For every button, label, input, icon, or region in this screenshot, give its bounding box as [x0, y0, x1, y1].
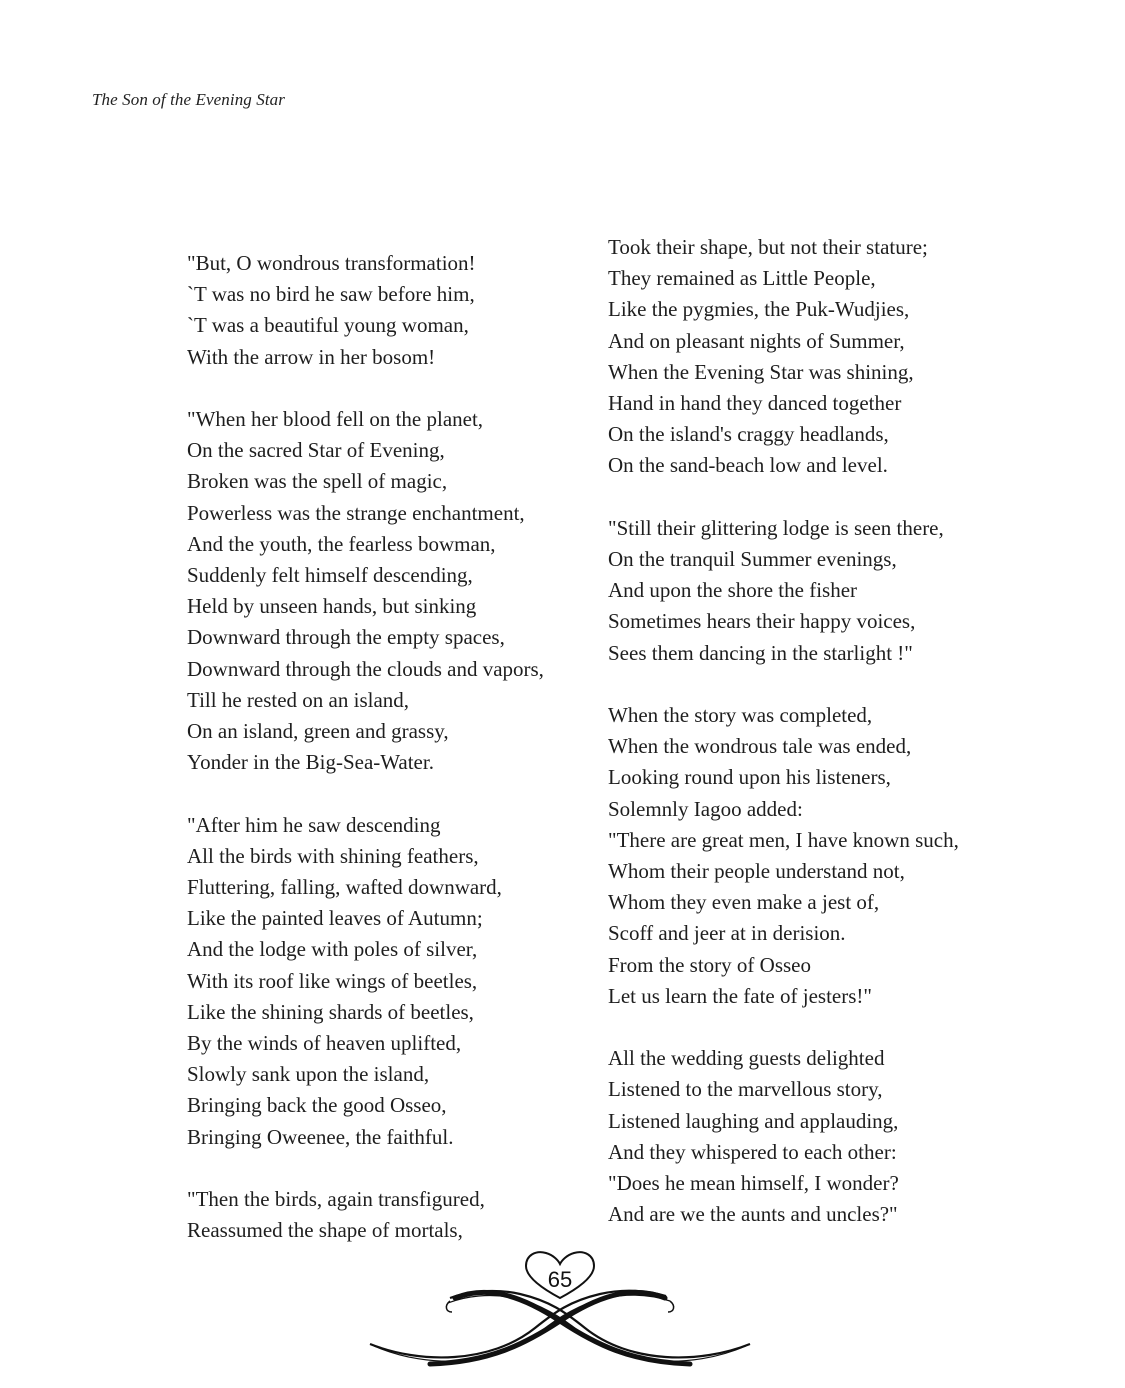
verse-line: When the story was completed,: [608, 703, 873, 728]
verse-line: And they whispered to each other:: [608, 1139, 897, 1164]
verse-line: On the sacred Star of Evening,: [187, 438, 445, 463]
verse-line: Downward through the clouds and vapors,: [187, 656, 544, 681]
verse-line: "There are great men, I have known such,: [608, 827, 959, 852]
verse-line: Yonder in the Big-Sea-Water.: [187, 750, 434, 775]
verse-line: On the tranquil Summer evenings,: [608, 547, 897, 572]
verse-line: "Still their glittering lodge is seen there,: [608, 515, 944, 540]
verse-line: By the winds of heaven uplifted,: [187, 1031, 462, 1056]
verse-line: From the story of Osseo: [608, 952, 811, 977]
verse-line: When the wondrous tale was ended,: [608, 734, 912, 759]
verse-line: With its roof like wings of beetles,: [187, 968, 478, 993]
verse-line: And upon the shore the fisher: [608, 578, 858, 603]
verse-line: Held by unseen hands, but sinking: [187, 594, 477, 619]
verse-line: Took their shape, but not their stature;: [608, 235, 928, 259]
verse-line: And the youth, the fearless bowman,: [187, 531, 496, 556]
poem-column-left: [187, 248, 587, 1246]
verse-line: Like the painted leaves of Autumn;: [187, 906, 483, 931]
stanza: [187, 248, 587, 373]
verse-line: "Then the birds, again transfigured,: [187, 1187, 485, 1212]
verse-line: Sometimes hears their happy voices,: [608, 609, 916, 634]
verse-line: "After him he saw descending: [187, 812, 441, 837]
verse-line: All the wedding guests delighted: [608, 1046, 885, 1071]
heart-swirl-ornament-icon: [360, 1246, 760, 1376]
stanza: [608, 700, 1028, 1012]
verse-line: Downward through the empty spaces,: [187, 625, 505, 650]
verse-line: On the island's craggy headlands,: [608, 422, 889, 447]
stanza: [608, 1043, 1028, 1230]
verse-line: Powerless was the strange enchantment,: [187, 500, 525, 525]
poem-column-right: [608, 232, 1028, 1230]
verse-line: Reassumed the shape of mortals,: [187, 1218, 463, 1243]
verse-line: Let us learn the fate of jesters!": [608, 983, 872, 1008]
verse-line: Bringing back the good Osseo,: [187, 1093, 447, 1118]
verse-line: They remained as Little People,: [608, 266, 876, 291]
verse-line: Like the shining shards of beetles,: [187, 999, 474, 1024]
verse-line: Sees them dancing in the starlight !": [608, 640, 913, 665]
verse-line: Whom their people understand not,: [608, 859, 905, 884]
verse-line: Listened to the marvellous story,: [608, 1077, 883, 1102]
verse-line: `T was no bird he saw before him,: [187, 282, 475, 307]
verse-line: Slowly sank upon the island,: [187, 1062, 430, 1087]
verse-line: Listened laughing and applauding,: [608, 1108, 899, 1133]
stanza: [187, 404, 587, 778]
verse-line: On the sand-beach low and level.: [608, 453, 888, 478]
verse-line: `T was a beautiful young woman,: [187, 313, 469, 338]
verse-line: Bringing Oweenee, the faithful.: [187, 1124, 454, 1149]
verse-line: Whom they even make a jest of,: [608, 890, 880, 915]
verse-line: Solemnly Iagoo added:: [608, 796, 803, 821]
verse-line: Broken was the spell of magic,: [187, 469, 448, 494]
verse-line: Like the pygmies, the Puk-Wudjies,: [608, 297, 910, 322]
verse-line: All the birds with shining feathers,: [187, 843, 479, 868]
verse-line: And the lodge with poles of silver,: [187, 937, 478, 962]
verse-line: "But, O wondrous transformation!: [187, 251, 476, 275]
verse-line: And on pleasant nights of Summer,: [608, 328, 905, 353]
running-header: The Son of the Evening Star: [92, 90, 285, 109]
verse-line: "Does he mean himself, I wonder?: [608, 1171, 899, 1196]
verse-line: Fluttering, falling, wafted downward,: [187, 875, 502, 900]
verse-line: "When her blood fell on the planet,: [187, 407, 484, 431]
verse-line: Till he rested on an island,: [187, 687, 410, 712]
stanza: [608, 232, 1028, 482]
verse-line: Suddenly felt himself descending,: [187, 563, 473, 588]
verse-line: When the Evening Star was shining,: [608, 359, 914, 384]
verse-line: Scoff and jeer at in derision.: [608, 921, 846, 946]
verse-line: And are we the aunts and uncles?": [608, 1202, 898, 1227]
verse-line: Hand in hand they danced together: [608, 391, 902, 416]
verse-line: On an island, green and grassy,: [187, 719, 449, 744]
stanza: [608, 513, 1028, 669]
stanza: [187, 1184, 587, 1246]
verse-line: Looking round upon his listeners,: [608, 765, 891, 790]
verse-line: With the arrow in her bosom!: [187, 344, 436, 369]
stanza: [187, 810, 587, 1153]
page-number: 65: [547, 1267, 573, 1292]
